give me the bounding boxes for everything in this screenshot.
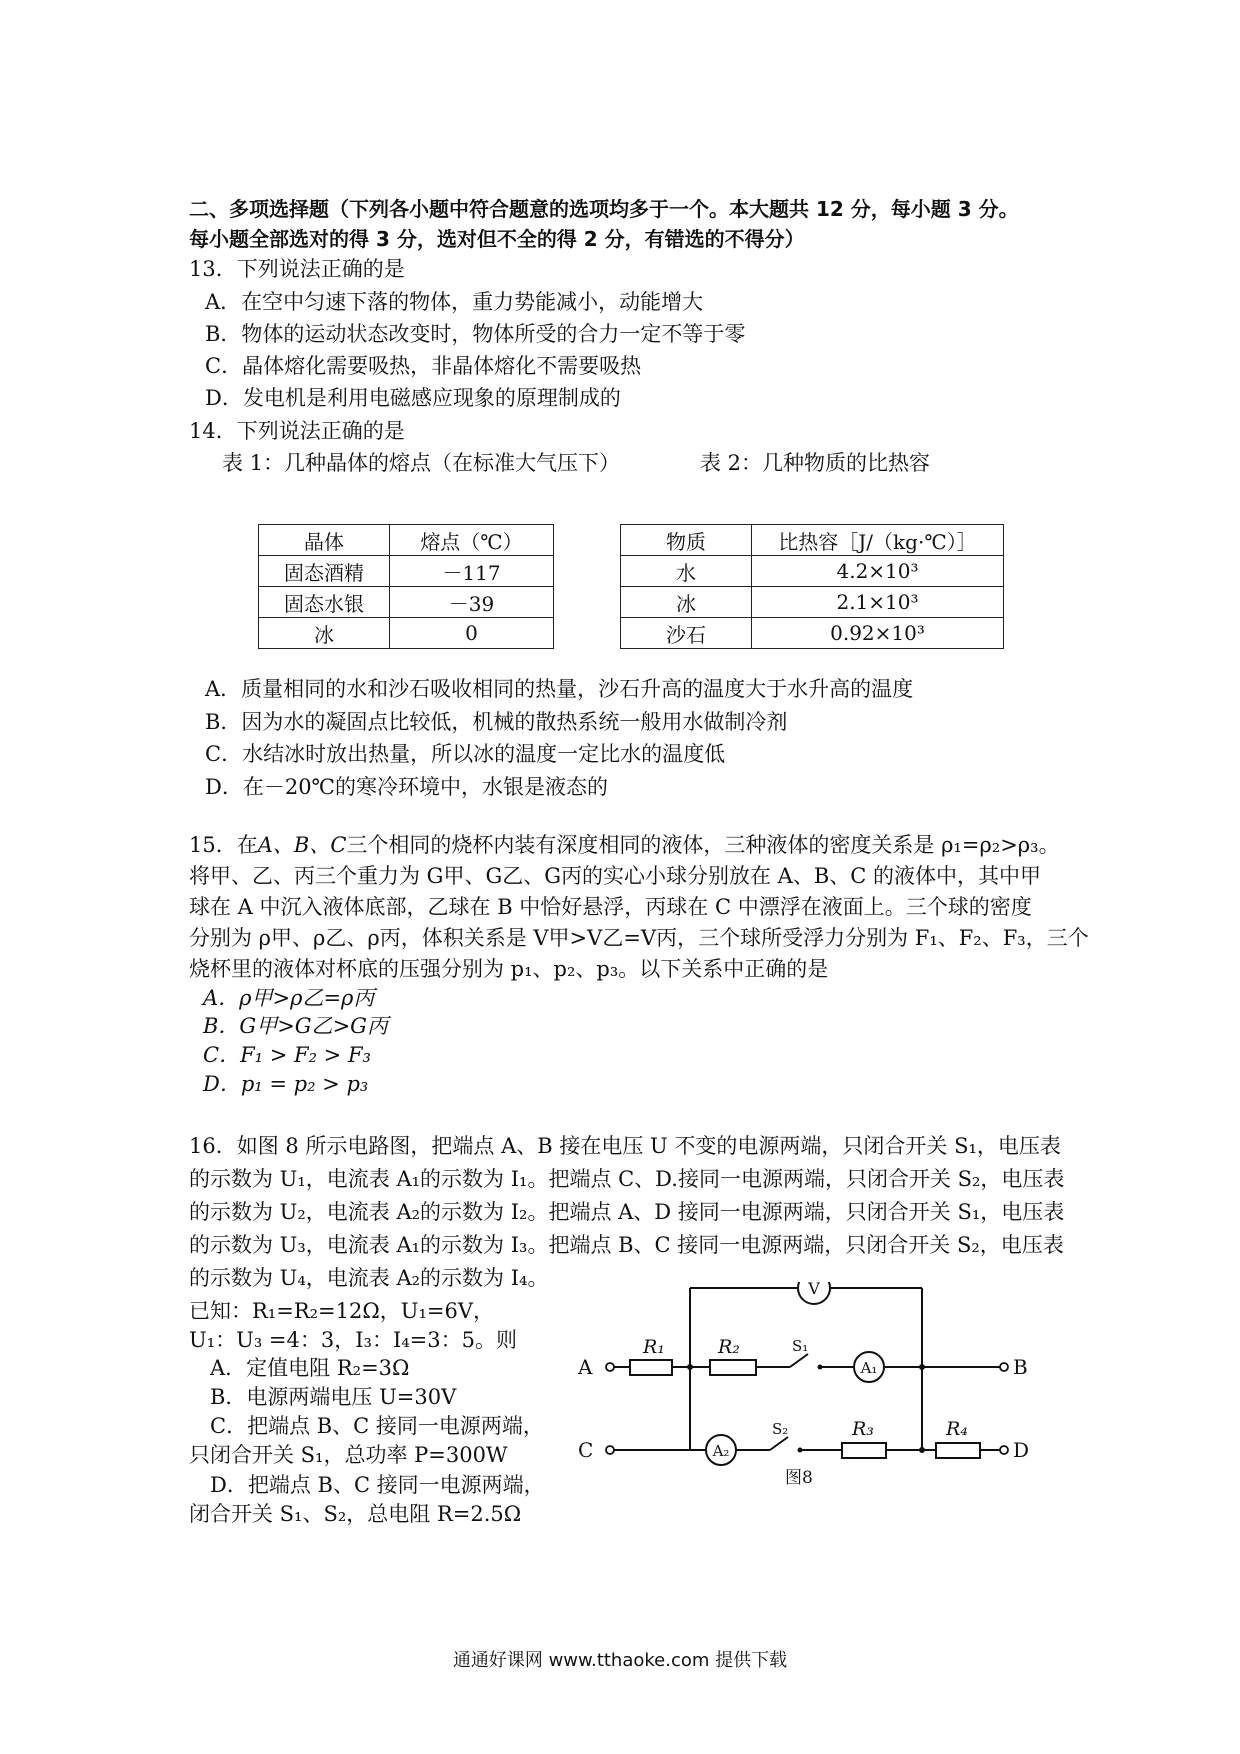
table1-cell: 固态酒精 <box>259 556 390 587</box>
q16-line1: 16．如图 8 所示电路图，把端点 A、B 接在电压 U 不变的电源两端，只闭合开关 S₁，电压表 <box>189 1134 1061 1158</box>
table2-header-substance: 物质 <box>621 525 752 556</box>
table2-cell: 冰 <box>621 587 752 618</box>
table1-header-melting-point: 熔点（℃） <box>390 525 554 556</box>
r3-label: R₃ <box>852 1418 874 1440</box>
table2-caption: 表 2：几种物质的比热容 <box>700 451 931 475</box>
q16-option-a: A．定值电阻 R₂=3Ω <box>210 1356 410 1380</box>
ammeter-a2-label: A₂ <box>712 1442 730 1460</box>
q15-option-c: C．F₁ > F₂ > F₃ <box>203 1043 371 1067</box>
ammeter-a1-label: A₁ <box>860 1359 878 1377</box>
table2-cell: 水 <box>621 556 752 587</box>
junction-dot <box>687 1364 693 1370</box>
q15-option-b: B．G甲>G乙>G丙 <box>203 1014 388 1038</box>
s2-label: S₂ <box>772 1420 789 1438</box>
table1-cell: －39 <box>390 587 554 618</box>
table2-cell: 0.92×10³ <box>752 618 1004 649</box>
q14-option-d: D．在－20℃的寒冷环境中，水银是液态的 <box>205 775 609 799</box>
q14-option-b: B．因为水的凝固点比较低，机械的散热系统一般用水做制冷剂 <box>205 710 788 734</box>
q15-line1-beakers: A、B、C <box>257 833 347 857</box>
terminal-b-label: B <box>1013 1355 1028 1379</box>
table1-cell: 冰 <box>259 618 390 649</box>
terminal-c-label: C <box>578 1438 594 1462</box>
q13-option-b: B．物体的运动状态改变时，物体所受的合力一定不等于零 <box>205 322 746 346</box>
switch-s1-contact <box>818 1365 823 1370</box>
terminal-a-label: A <box>578 1355 593 1379</box>
q14-option-a: A．质量相同的水和沙石吸收相同的热量，沙石升高的温度大于水升高的温度 <box>205 677 914 701</box>
switch-s2-contact <box>798 1448 803 1453</box>
r1-label: R₁ <box>643 1336 665 1358</box>
melting-point-table <box>258 524 554 649</box>
q16-option-c-line2: 只闭合开关 S₁，总功率 P=300W <box>189 1443 508 1467</box>
q15-line4: 分别为 ρ甲、ρ乙、ρ丙，体积关系是 V甲>V乙=V丙，三个球所受浮力分别为 F₁、F₂、F₃，三个 <box>189 926 1089 950</box>
q15-line1-prefix: 15．在 <box>189 833 258 857</box>
q14-stem: 14．下列说法正确的是 <box>189 419 405 443</box>
table2-cell: 沙石 <box>621 618 752 649</box>
resistor-r4 <box>936 1443 980 1458</box>
circuit-diagram <box>560 1282 1050 1527</box>
table1-cell: 0 <box>390 618 554 649</box>
q16-line3: 的示数为 U₂，电流表 A₂的示数为 I₂。把端点 A、D 接同一电源两端，只闭合开关 S₁，电压表 <box>189 1200 1065 1224</box>
resistor-r3 <box>842 1443 886 1458</box>
s1-label: S₁ <box>792 1337 809 1355</box>
terminal-d-node <box>1000 1446 1008 1454</box>
q16-line5: 的示数为 U₄，电流表 A₂的示数为 I₄。 <box>189 1266 549 1290</box>
section-title-line2: 每小题全部选对的得 3 分，选对但不全的得 2 分，有错选的不得分） <box>189 227 805 251</box>
table2-cell: 4.2×10³ <box>752 556 1004 587</box>
section-title-line1: 二、多项选择题（下列各小题中符合题意的选项均多于一个。本大题共 12 分，每小题 3 分。 <box>189 197 1019 221</box>
q16-option-d-line2: 闭合开关 S₁、S₂，总电阻 R=2.5Ω <box>189 1502 522 1526</box>
footer-credit: 通通好课网 www.tthaoke.com 提供下载 <box>452 1650 788 1671</box>
q16-line2: 的示数为 U₁，电流表 A₁的示数为 I₁。把端点 C、D.接同一电源两端，只闭合开关 S₂，电压表 <box>189 1167 1065 1191</box>
junction-dot <box>919 1364 925 1370</box>
q15-line1-rest: 三个相同的烧杯内装有深度相同的液体，三种液体的密度关系是 ρ₁=ρ₂>ρ₃。 <box>346 833 1060 857</box>
resistor-r1 <box>630 1360 672 1375</box>
q15-line2: 将甲、乙、丙三个重力为 G甲、G乙、G丙的实心小球分别放在 A、B、C 的液体中，其中甲 <box>189 864 1042 888</box>
q16-option-c-line1: C．把端点 B、C 接同一电源两端， <box>210 1414 544 1438</box>
table1-cell: －117 <box>390 556 554 587</box>
q16-option-b: B．电源两端电压 U=30V <box>210 1385 457 1409</box>
q16-line4: 的示数为 U₃，电流表 A₁的示数为 I₃。把端点 B、C 接同一电源两端，只闭合开关 S₂，电压表 <box>189 1233 1064 1257</box>
q15-line1 <box>189 832 1060 858</box>
table1-header-crystal: 晶体 <box>259 525 390 556</box>
junction-dot <box>919 1447 925 1453</box>
q15-option-d: D．p₁ = p₂ > p₃ <box>203 1072 369 1096</box>
terminal-b-node <box>1000 1363 1008 1371</box>
r4-label: R₄ <box>946 1418 968 1440</box>
q15-line5: 烧杯里的液体对杯底的压强分别为 p₁、p₂、p₃。以下关系中正确的是 <box>189 957 829 981</box>
terminal-a-node <box>606 1363 614 1371</box>
q15-option-a: A．ρ甲>ρ乙=ρ丙 <box>203 986 375 1010</box>
terminal-d-label: D <box>1013 1438 1030 1462</box>
q13-option-d: D．发电机是利用电磁感应现象的原理制成的 <box>205 386 621 410</box>
table1-caption: 表 1：几种晶体的熔点（在标准大气压下） <box>222 451 621 475</box>
table2-header-specific-heat: 比热容［J/（kg·℃）］ <box>752 525 1004 556</box>
r2-label: R₂ <box>718 1336 740 1358</box>
q16-given-line1: 已知：R₁=R₂=12Ω，U₁=6V， <box>189 1299 495 1323</box>
q13-option-a: A．在空中匀速下落的物体，重力势能减小，动能增大 <box>205 290 704 314</box>
voltmeter-label: V <box>808 1282 820 1298</box>
figure-caption: 图8 <box>785 1468 813 1488</box>
terminal-c-node <box>606 1446 614 1454</box>
specific-heat-table <box>620 524 1004 649</box>
q16-option-d-line1: D．把端点 B、C 接同一电源两端， <box>210 1473 545 1497</box>
q14-option-c: C．水结冰时放出热量，所以冰的温度一定比水的温度低 <box>205 742 726 766</box>
table1-cell: 固态水银 <box>259 587 390 618</box>
resistor-r2 <box>710 1360 756 1375</box>
q13-option-c: C．晶体熔化需要吸热，非晶体熔化不需要吸热 <box>205 354 642 378</box>
q16-given-line2: U₁：U₃ =4：3，I₃：I₄=3：5。则 <box>189 1328 517 1352</box>
table2-cell: 2.1×10³ <box>752 587 1004 618</box>
q15-line3: 球在 A 中沉入液体底部，乙球在 B 中恰好悬浮，丙球在 C 中漂浮在液面上。三个球的密度 <box>189 895 1032 919</box>
q13-stem: 13．下列说法正确的是 <box>189 257 405 281</box>
